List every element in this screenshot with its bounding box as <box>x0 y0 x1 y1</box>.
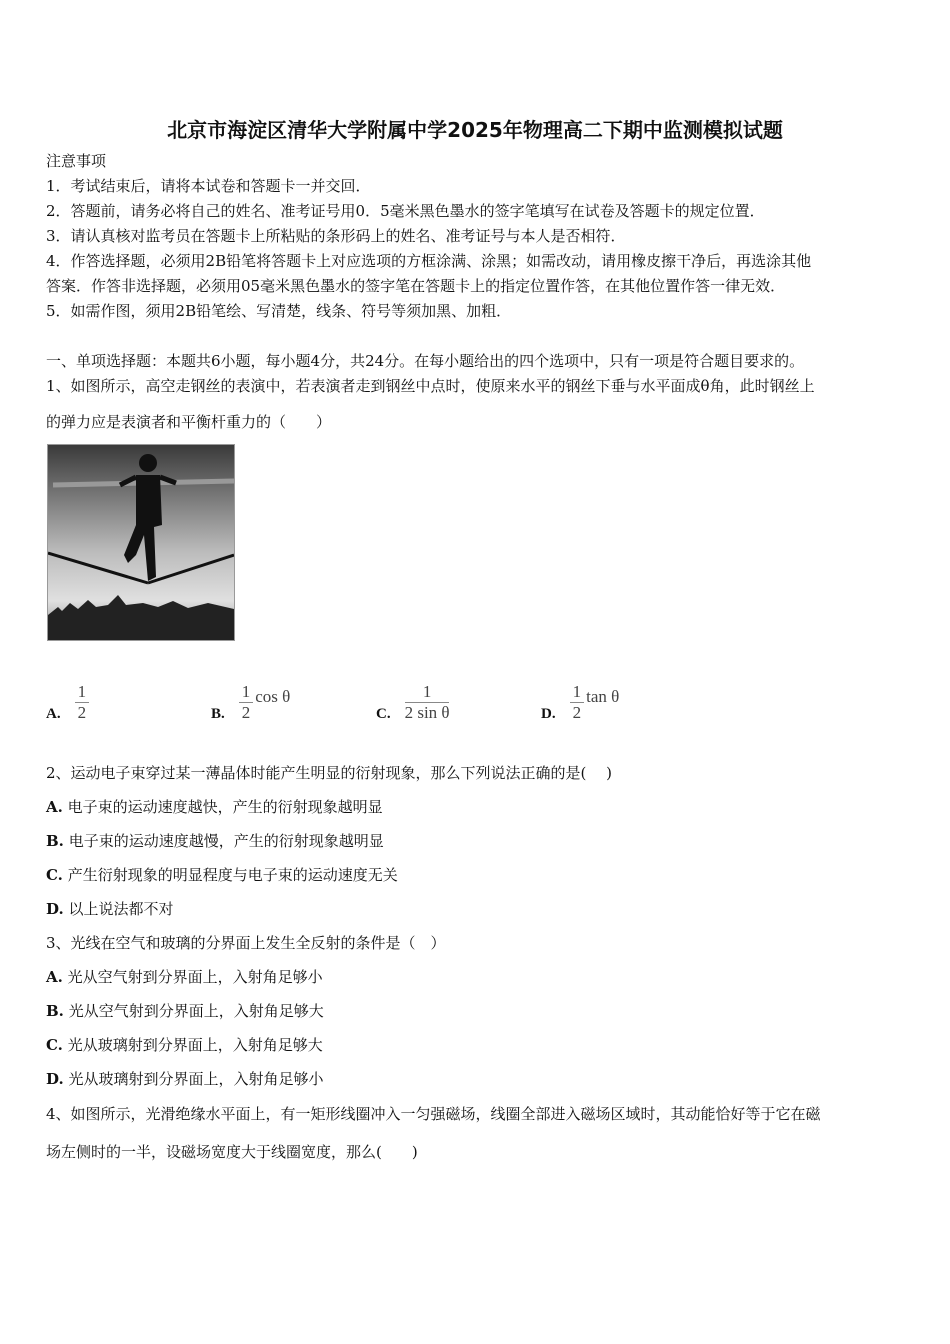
note-item: 2．答题前，请务必将自己的姓名、准考证号用0．5毫米黑色墨水的签字笔填写在试卷及答题卡的规定位置． <box>46 202 765 220</box>
question-2-stem: 2、运动电子束穿过某一薄晶体时能产生明显的衍射现象，那么下列说法正确的是( ) <box>46 764 613 782</box>
q1-option-c[interactable]: C. $\frac{1}{\text{2 sin θ}}$ <box>376 682 450 722</box>
fraction: $\frac{1}{\text{2 sin θ}}$ <box>404 682 450 722</box>
fraction: $\frac{1}{2}$ <box>75 682 90 723</box>
fraction: $\frac{1}{2}$ <box>239 682 254 723</box>
exam-title: 北京市海淀区清华大学附属中学2025年物理高二下期中监测模拟试题 <box>167 118 783 142</box>
fraction: $\frac{1}{2}$ <box>570 682 585 723</box>
q3-option-d[interactable]: D. 光从玻璃射到分界面上，入射角足够小 <box>46 1070 324 1088</box>
question-4-stem: 4、如图所示，光滑绝缘水平面上，有一矩形线圈冲入一匀强磁场，线圈全部进入磁场区域时，其动能恰好等于它在磁 <box>46 1105 821 1123</box>
notes-heading: 注意事项 <box>46 152 107 170</box>
note-item: 4．作答选择题，必须用2B铅笔将答题卡上对应选项的方框涂满、涂黑；如需改动，请用橡皮擦干净后，再选涂其他 <box>46 252 812 270</box>
q1-option-a[interactable]: A. $\frac{1}{2}$ <box>46 682 89 723</box>
note-item: 5．如需作图，须用2B铅笔绘、写清楚，线条、符号等须加黑、加粗． <box>46 302 512 320</box>
question-3-stem: 3、光线在空气和玻璃的分界面上发生全反射的条件是（ ） <box>46 934 446 952</box>
q2-option-b[interactable]: B. 电子束的运动速度越慢，产生的衍射现象越明显 <box>46 832 384 850</box>
q3-option-a[interactable]: A. 光从空气射到分界面上，入射角足够小 <box>46 968 323 986</box>
q3-option-c[interactable]: C. 光从玻璃射到分界面上，入射角足够大 <box>46 1036 323 1054</box>
q3-option-b[interactable]: B. 光从空气射到分界面上，入射角足够大 <box>46 1002 324 1020</box>
q2-option-d[interactable]: D. 以上说法都不对 <box>46 900 174 918</box>
note-item: 答案．作答非选择题，必须用05毫米黑色墨水的签字笔在答题卡上的指定位置作答，在其他位置作答一律无效． <box>46 277 786 295</box>
q2-option-c[interactable]: C. 产生衍射现象的明显程度与电子束的运动速度无关 <box>46 866 398 884</box>
section-heading: 一、单项选择题：本题共6小题，每小题4分，共24分。在每小题给出的四个选项中，只有一项是符合题目要求的。 <box>46 352 805 370</box>
question-1-stem: 1、如图所示，高空走钢丝的表演中，若表演者走到钢丝中点时，使原来水平的钢丝下垂与水平面成θ角，此时钢丝上 <box>46 377 815 395</box>
note-item: 1．考试结束后，请将本试卷和答题卡一并交回． <box>46 177 371 195</box>
question-1-stem-cont: 的弹力应是表演者和平衡杆重力的（ ） <box>46 413 332 431</box>
q2-option-a[interactable]: A. 电子束的运动速度越快，产生的衍射现象越明显 <box>46 798 383 816</box>
note-item: 3．请认真核对监考员在答题卡上所粘贴的条形码上的姓名、准考证号与本人是否相符． <box>46 227 626 245</box>
q1-option-d[interactable]: D. $\frac{1}{2}$ tan θ <box>541 682 620 722</box>
tightrope-walker-photo <box>47 444 235 641</box>
question-4-stem-cont: 场左侧时的一半，设磁场宽度大于线圈宽度，那么( ) <box>46 1143 418 1161</box>
q1-option-b[interactable]: B. $\frac{1}{2}$ cos θ <box>211 682 291 722</box>
